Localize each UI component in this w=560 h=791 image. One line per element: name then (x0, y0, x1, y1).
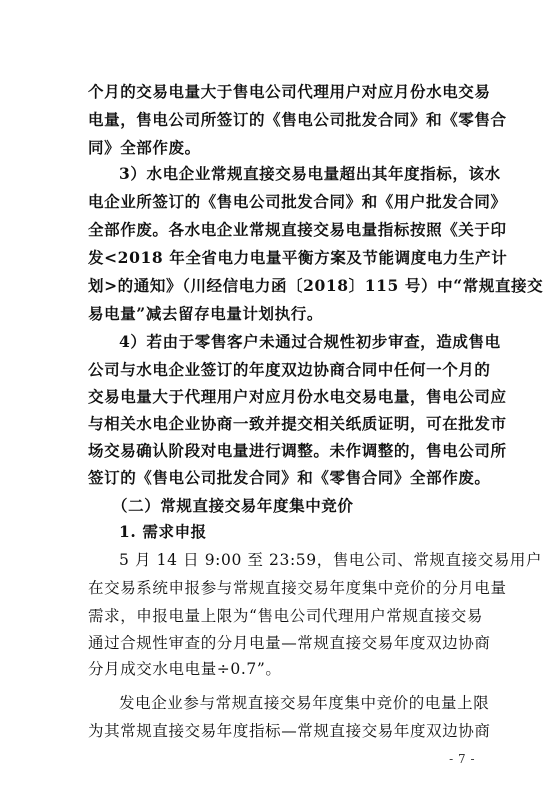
paragraph-line: 签订的《售电公司批发合同》和《零售合同》全部作废。 (88, 468, 491, 487)
paragraph-line: 发电企业参与常规直接交易年度集中竞价的电量上限 (119, 694, 490, 712)
paragraph-line: 交易电量大于代理用户对应月份水电交易电量，售电公司应 (88, 387, 507, 406)
paragraph-line: 电企业所签订的《售电公司批发合同》和《用户批发合同》 (88, 192, 507, 211)
paragraph-line: 公司与水电企业签订的年度双边协商合同中任何一个月的 (88, 360, 491, 379)
page-number: - 7 - (449, 752, 475, 766)
paragraph-line: 通过合规性审查的分月电量—常规直接交易年度双边协商 (88, 634, 491, 652)
paragraph-line: 与相关水电企业协商一致并提交相关纸质证明，可在批发市 (88, 414, 507, 433)
section-heading: （二）常规直接交易年度集中竞价 (112, 496, 354, 515)
paragraph-line: 电量，售电公司所签订的《售电公司批发合同》和《零售合 (88, 110, 507, 129)
paragraph-line: 3）水电企业常规直接交易电量超出其年度指标，该水 (119, 164, 501, 183)
paragraph-line: 场交易确认阶段对电量进行调整。未作调整的，售电公司所 (88, 441, 507, 460)
paragraph-line: 同》全部作废。 (88, 138, 201, 157)
paragraph-line: 为其常规直接交易年度指标—常规直接交易年度双边协商 (88, 722, 491, 740)
paragraph-line: 发<2018 年全省电力电量平衡方案及节能调度电力生产计 (88, 248, 508, 267)
paragraph-line: 个月的交易电量大于售电公司代理用户对应月份水电交易 (88, 82, 491, 101)
sub-heading: 1. 需求申报 (119, 522, 207, 541)
paragraph-line: 需求，申报电量上限为“售电公司代理用户常规直接交易 (88, 607, 483, 625)
paragraph-line: 4）若由于零售客户未通过合规性初步审查，造成售电 (119, 332, 501, 351)
paragraph-line: 易电量”减去留存电量计划执行。 (88, 304, 323, 323)
paragraph-line: 在交易系统申报参与常规直接交易年度集中竞价的分月电量 (88, 579, 507, 597)
paragraph-line: 全部作废。各水电企业常规直接交易电量指标按照《关于印 (88, 220, 507, 239)
paragraph-line: 分月成交水电电量÷0.7”。 (88, 660, 282, 678)
paragraph-line: 划>的通知》（川经信电力函〔2018〕115 号）中“常规直接交 (88, 276, 544, 295)
paragraph-line: 5 月 14 日 9:00 至 23:59，售电公司、常规直接交易用户 (119, 551, 543, 569)
